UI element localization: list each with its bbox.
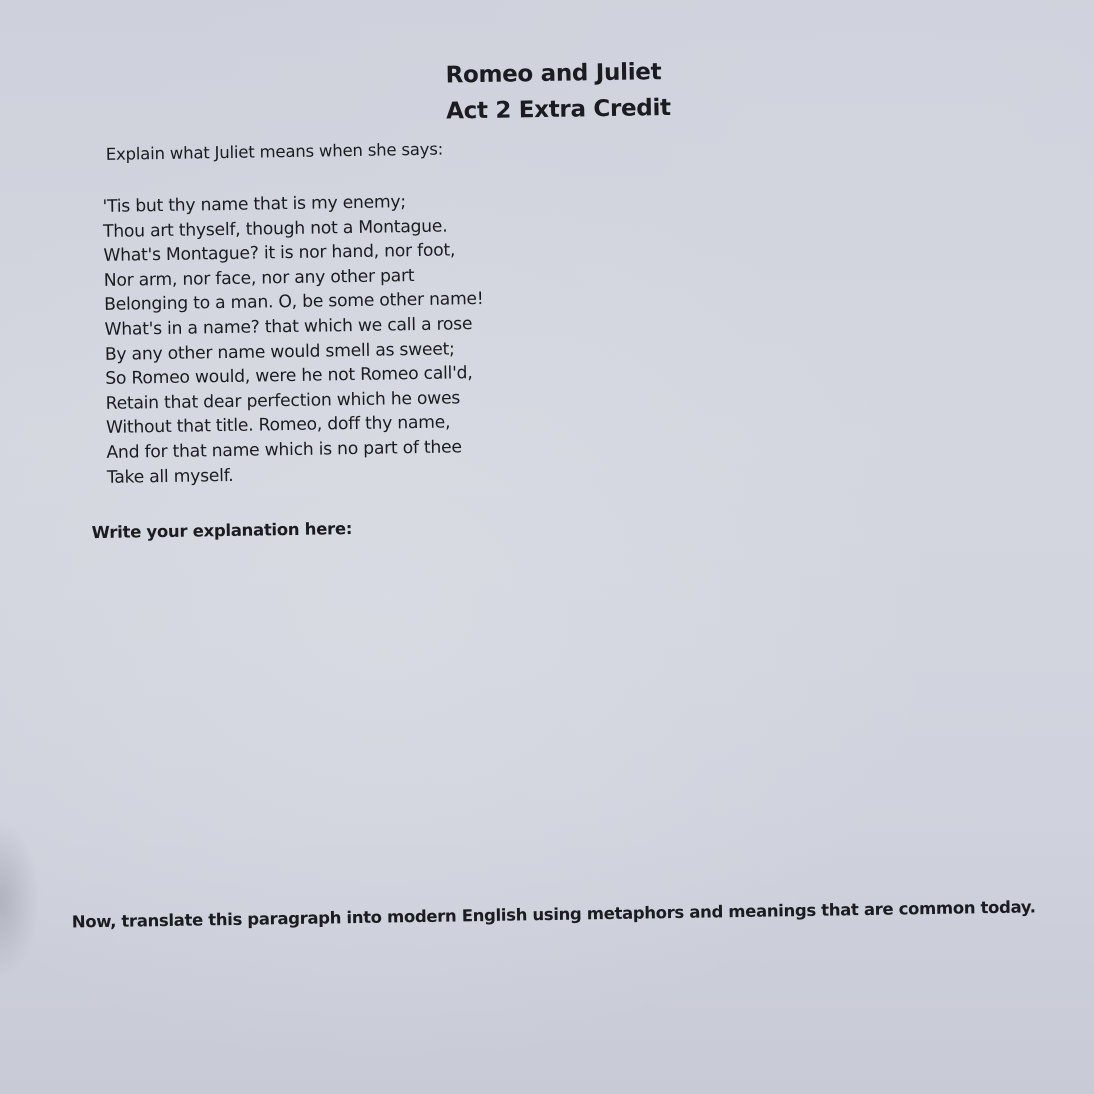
- quote-line: Nor arm, nor face, nor any other part: [103, 265, 415, 291]
- quote-line: What's Montague? it is nor hand, nor foot,: [103, 240, 456, 267]
- title-line-2: Act 2 Extra Credit: [445, 95, 671, 125]
- quote-line: And for that name which is no part of thee: [106, 437, 462, 463]
- quote-line: Take all myself.: [106, 465, 234, 488]
- explanation-label: Write your explanation here:: [91, 519, 353, 543]
- quote-line: Without that title. Romeo, doff thy name,: [105, 412, 451, 439]
- quote-line: Belonging to a man. O, be some other name!: [103, 289, 484, 316]
- worksheet-title: [445, 54, 671, 130]
- quote-line: Thou art thyself, though not a Montague.: [102, 216, 448, 242]
- quote-line: By any other name would smell as sweet;: [104, 338, 455, 365]
- juliet-quote: [102, 189, 486, 490]
- explanation-answer-area[interactable]: [92, 541, 997, 885]
- quote-line: Retain that dear perfection which he owes: [105, 388, 461, 414]
- title-line-1: Romeo and Juliet: [445, 59, 662, 89]
- quote-line: So Romeo would, were he not Romeo call'd,: [105, 363, 473, 390]
- question-prompt: Explain what Juliet means when she says:: [105, 139, 444, 164]
- translation-prompt: Now, translate this paragraph into modern English using metaphors and meanings that are common today.: [71, 897, 1036, 932]
- quote-line: What's in a name? that which we call a rose: [104, 314, 473, 340]
- quote-line: 'Tis but thy name that is my enemy;: [102, 192, 407, 217]
